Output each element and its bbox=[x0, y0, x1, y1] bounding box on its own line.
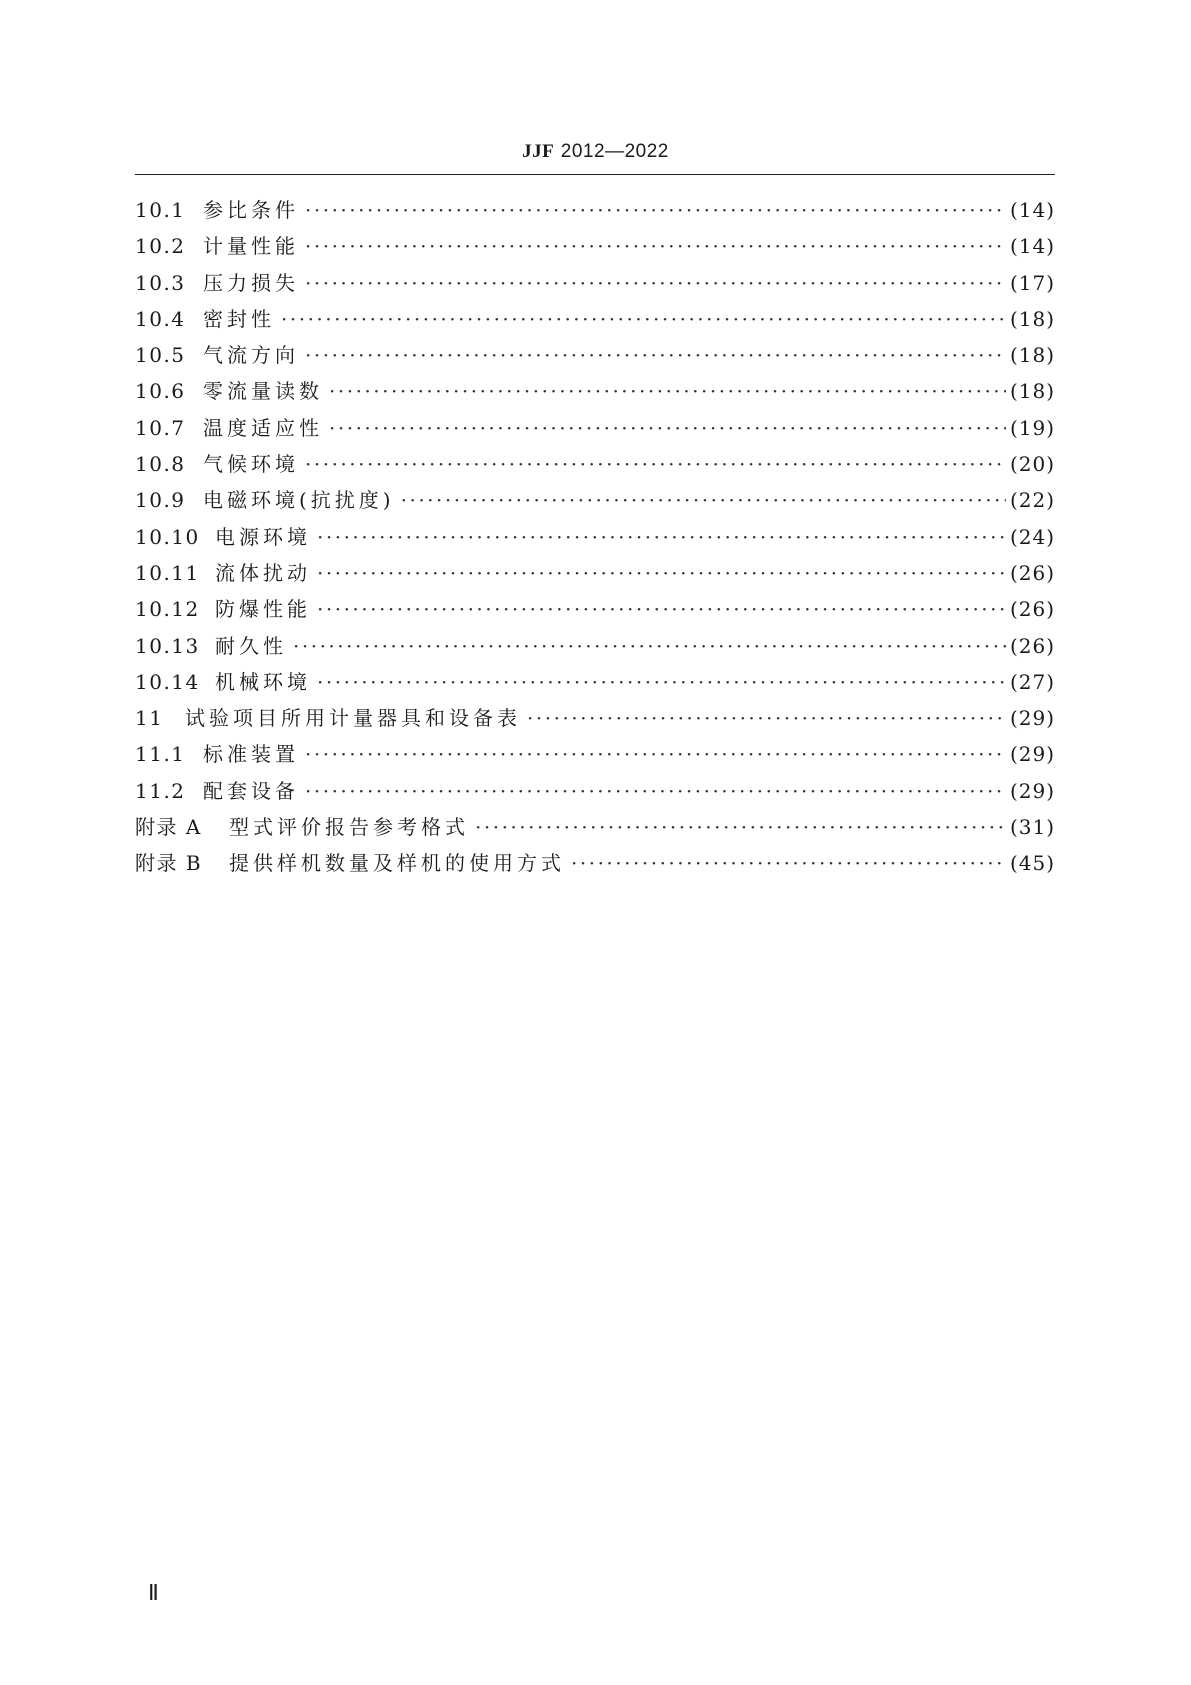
toc-leader-dots bbox=[329, 410, 1006, 446]
toc-entry-title: 电源环境 bbox=[215, 524, 311, 549]
toc-entry[interactable] bbox=[135, 446, 1055, 482]
toc-entry-page: (45) bbox=[1009, 851, 1055, 876]
toc-entry-page: (26) bbox=[1009, 560, 1055, 585]
toc-entry-title: 计量性能 bbox=[203, 234, 299, 259]
toc-entry-number: 10.6 bbox=[135, 379, 186, 404]
toc-entry-number: 10.7 bbox=[135, 415, 186, 440]
toc-entry-title: 配套设备 bbox=[203, 778, 299, 803]
toc-entry-title: 密封性 bbox=[203, 306, 275, 331]
toc-entry-title: 机械环境 bbox=[215, 669, 311, 694]
toc-entry-title: 标准装置 bbox=[203, 742, 299, 767]
toc-leader-dots bbox=[571, 845, 1006, 881]
toc-entry-number: 10.14 bbox=[135, 669, 200, 694]
toc-entry-page: (27) bbox=[1009, 669, 1055, 694]
toc-leader-dots bbox=[527, 700, 1006, 736]
toc-entry-number: 10.4 bbox=[135, 306, 186, 331]
toc-entry-title: 流体扰动 bbox=[215, 560, 311, 585]
toc-entry-number: 10.12 bbox=[135, 597, 200, 622]
header-divider bbox=[135, 174, 1055, 175]
toc-leader-dots bbox=[317, 664, 1006, 700]
toc-entry-page: (24) bbox=[1009, 524, 1055, 549]
toc-entry-number: 附录 A bbox=[135, 815, 202, 840]
page-number: Ⅱ bbox=[148, 1580, 159, 1605]
toc-leader-dots bbox=[329, 373, 1006, 409]
toc-entry-page: (18) bbox=[1009, 343, 1055, 368]
toc-leader-dots bbox=[281, 301, 1006, 337]
toc-entry-title: 提供样机数量及样机的使用方式 bbox=[229, 851, 565, 876]
header-standard-year: 2012—2022 bbox=[560, 141, 669, 162]
toc-entry-page: (22) bbox=[1009, 488, 1055, 513]
toc-entry-number: 10.1 bbox=[135, 198, 186, 222]
toc-leader-dots bbox=[305, 228, 1006, 264]
toc-entry[interactable] bbox=[135, 773, 1055, 809]
toc-entry[interactable] bbox=[135, 664, 1055, 700]
toc-entry[interactable] bbox=[135, 700, 1055, 736]
toc-entry-page: (29) bbox=[1009, 742, 1055, 767]
toc-entry-title: 压力损失 bbox=[203, 270, 299, 295]
toc-entry-title: 气流方向 bbox=[203, 343, 299, 368]
toc-entry-number: 10.11 bbox=[135, 560, 200, 585]
toc-entry[interactable] bbox=[135, 265, 1055, 301]
toc-entry[interactable] bbox=[135, 228, 1055, 264]
toc-leader-dots bbox=[305, 736, 1006, 772]
toc-entry[interactable] bbox=[135, 301, 1055, 337]
toc-leader-dots bbox=[305, 773, 1006, 809]
toc-entry-page: (29) bbox=[1009, 706, 1055, 731]
toc-entry[interactable] bbox=[135, 373, 1055, 409]
toc-entry-number: 11 bbox=[135, 706, 164, 731]
toc-entry-title: 零流量读数 bbox=[203, 379, 323, 404]
toc-entry-page: (18) bbox=[1009, 379, 1055, 404]
toc-leader-dots bbox=[305, 337, 1006, 373]
toc-entry[interactable] bbox=[135, 628, 1055, 664]
toc-leader-dots bbox=[305, 265, 1006, 301]
table-of-contents bbox=[135, 192, 1055, 882]
toc-leader-dots bbox=[317, 555, 1006, 591]
toc-entry[interactable] bbox=[135, 519, 1055, 555]
toc-entry[interactable] bbox=[135, 410, 1055, 446]
toc-leader-dots bbox=[475, 809, 1006, 845]
toc-leader-dots bbox=[305, 192, 1006, 228]
toc-entry-number: 11.1 bbox=[135, 742, 186, 767]
toc-entry-number: 10.5 bbox=[135, 343, 186, 368]
toc-entry[interactable] bbox=[135, 845, 1055, 881]
toc-entry-number: 附录 B bbox=[135, 851, 203, 876]
toc-leader-dots bbox=[293, 628, 1006, 664]
toc-entry-page: (17) bbox=[1009, 270, 1055, 295]
toc-entry-title: 电磁环境(抗扰度) bbox=[203, 488, 395, 513]
running-header bbox=[0, 140, 1191, 163]
toc-entry[interactable] bbox=[135, 555, 1055, 591]
toc-entry-number: 10.13 bbox=[135, 633, 200, 658]
toc-entry-number: 10.2 bbox=[135, 234, 186, 259]
toc-leader-dots bbox=[317, 519, 1006, 555]
toc-entry-page: (26) bbox=[1009, 633, 1055, 658]
toc-entry[interactable] bbox=[135, 591, 1055, 627]
toc-entry-title: 防爆性能 bbox=[215, 597, 311, 622]
header-standard-code: JJF bbox=[522, 141, 555, 162]
toc-entry-page: (14) bbox=[1009, 234, 1055, 259]
toc-entry-page: (19) bbox=[1009, 415, 1055, 440]
toc-entry-page: (14) bbox=[1009, 198, 1055, 222]
toc-entry[interactable] bbox=[135, 482, 1055, 518]
toc-entry-title: 气候环境 bbox=[203, 452, 299, 477]
toc-entry-number: 10.8 bbox=[135, 452, 186, 477]
toc-entry[interactable] bbox=[135, 736, 1055, 772]
toc-entry[interactable] bbox=[135, 192, 1055, 228]
toc-entry-number: 10.3 bbox=[135, 270, 186, 295]
toc-entry-page: (20) bbox=[1009, 452, 1055, 477]
toc-entry-number: 10.10 bbox=[135, 524, 200, 549]
toc-entry-number: 10.9 bbox=[135, 488, 186, 513]
toc-entry-title: 试验项目所用计量器具和设备表 bbox=[185, 706, 521, 731]
toc-entry-number: 11.2 bbox=[135, 778, 186, 803]
toc-entry-page: (26) bbox=[1009, 597, 1055, 622]
toc-entry-title: 温度适应性 bbox=[203, 415, 323, 440]
toc-entry-page: (29) bbox=[1009, 778, 1055, 803]
toc-leader-dots bbox=[317, 591, 1006, 627]
toc-entry-title: 耐久性 bbox=[215, 633, 287, 658]
toc-entry-page: (31) bbox=[1009, 815, 1055, 840]
toc-entry[interactable] bbox=[135, 809, 1055, 845]
toc-leader-dots bbox=[401, 482, 1006, 518]
toc-entry-title: 参比条件 bbox=[203, 198, 299, 222]
toc-leader-dots bbox=[305, 446, 1006, 482]
toc-entry-title: 型式评价报告参考格式 bbox=[229, 815, 469, 840]
toc-entry-page: (18) bbox=[1009, 306, 1055, 331]
toc-entry[interactable] bbox=[135, 337, 1055, 373]
